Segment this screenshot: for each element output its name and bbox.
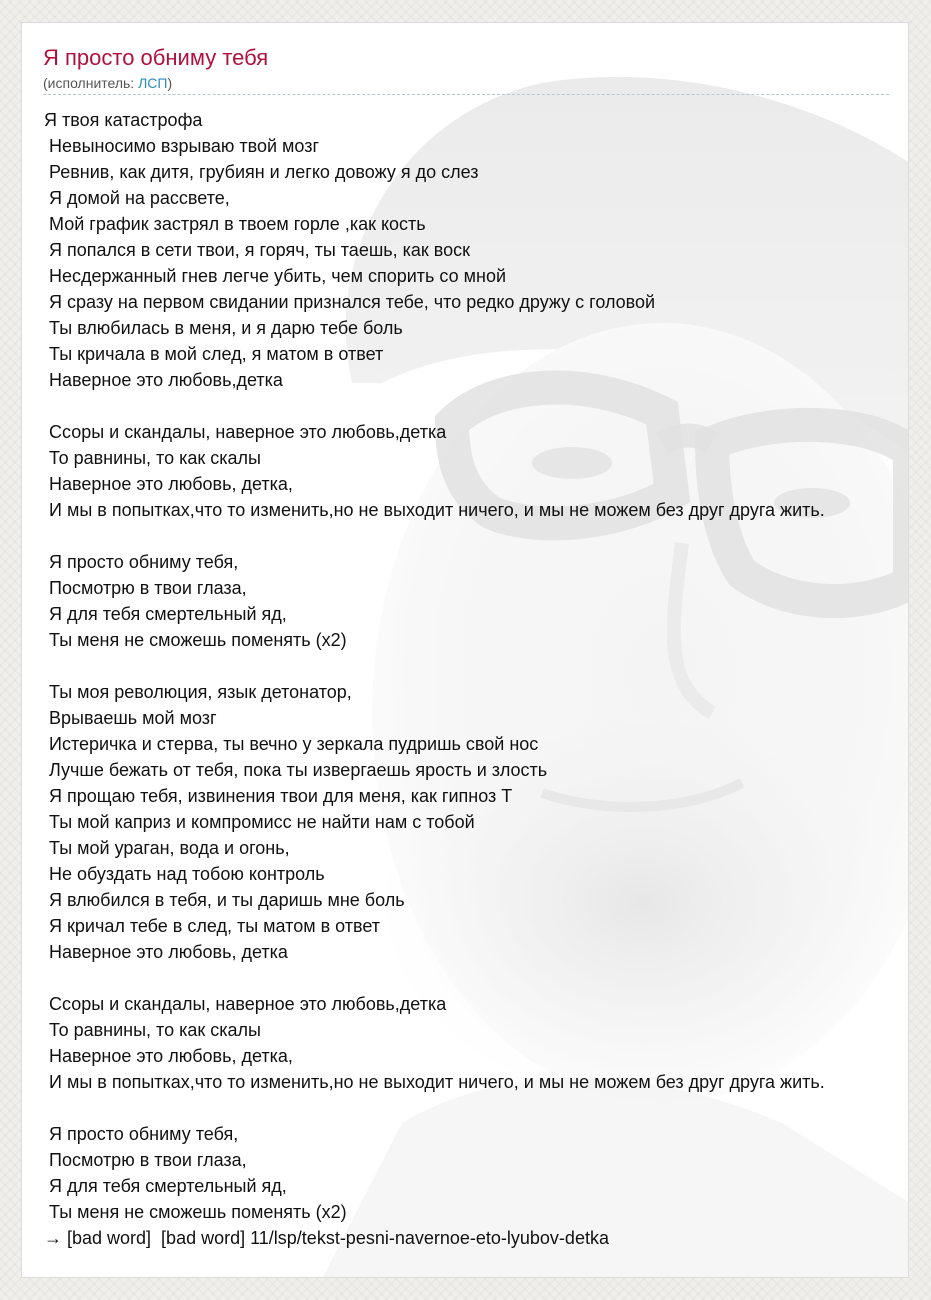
song-title: Я просто обниму тебя [43, 45, 269, 70]
artist-line [43, 74, 172, 92]
lyric-line: И мы в попытках,что то изменить,но не выходит ничего, и мы не можем без друг друга жить. [44, 500, 825, 520]
lyric-line: Несдержанный гнев легче убить, чем спорить со мной [44, 266, 507, 286]
lyric-line: И мы в попытках,что то изменить,но не выходит ничего, и мы не можем без друг друга жить. [44, 1072, 825, 1092]
lyric-line: Я домой на рассвете, [44, 188, 230, 208]
lyric-line: Ты кричала в мой след, я матом в ответ [44, 344, 384, 364]
artist-link[interactable]: ЛСП [138, 75, 168, 91]
lyric-line: Наверное это любовь, детка, [44, 474, 293, 494]
lyric-line: Посмотрю в твои глаза, [44, 578, 247, 598]
artist-suffix: ) [167, 75, 173, 91]
lyric-line: Я влюбился в тебя, и ты даришь мне боль [44, 890, 405, 910]
lyric-line: Ссоры и скандалы, наверное это любовь,детка [44, 994, 447, 1014]
lyric-line: Я для тебя смертельный яд, [44, 604, 287, 624]
lyric-line: Ты меня не сможешь поменять (x2) [44, 630, 347, 650]
lyric-line: Я просто обниму тебя, [44, 1124, 239, 1144]
lyric-line: Ты влюбилась в меня, и я дарю тебе боль [44, 318, 403, 338]
source-link-line[interactable]: → [bad word] [bad word] 11/lsp/tekst-pesni-navernoe-eto-lyubov-detka [44, 1228, 609, 1248]
lyric-line: Истеричка и стерва, ты вечно у зеркала пудришь свой нос [44, 734, 539, 754]
lyric-blank-line [44, 965, 909, 991]
lyric-line: Посмотрю в твои глаза, [44, 1150, 247, 1170]
lyric-blank-line [44, 523, 909, 549]
lyric-line: Невыносимо взрываю твой мозг [44, 136, 320, 156]
lyric-line: То равнины, то как скалы [44, 448, 261, 468]
lyric-line: Наверное это любовь, детка [44, 942, 288, 962]
lyric-line: Врываешь мой мозг [44, 708, 217, 728]
lyric-line: Я кричал тебе в след, ты матом в ответ [44, 916, 381, 936]
lyric-line: Ты мой каприз и компромисс не найти нам с тобой [44, 812, 475, 832]
lyric-line: Ты моя революция, язык детонатор, [44, 682, 352, 702]
lyric-line: Я попался в сети твои, я горяч, ты таешь, как воск [44, 240, 471, 260]
lyric-line: Я прощаю тебя, извинения твои для меня, как гипноз Т [44, 786, 513, 806]
lyric-line: Наверное это любовь, детка, [44, 1046, 293, 1066]
lyric-line: Ты мой ураган, вода и огонь, [44, 838, 290, 858]
lyrics-text [44, 107, 909, 1251]
lyric-line: То равнины, то как скалы [44, 1020, 261, 1040]
lyrics-card [21, 22, 909, 1278]
lyric-line: Я сразу на первом свидании признался тебе, что редко дружу с головой [44, 292, 656, 312]
lyric-line: Не обуздать над тобою контроль [44, 864, 325, 884]
lyric-line: Ты меня не сможешь поменять (x2) [44, 1202, 347, 1222]
lyric-blank-line [44, 393, 909, 419]
lyric-line: Лучше бежать от тебя, пока ты извергаешь ярость и злость [44, 760, 548, 780]
lyric-blank-line [44, 653, 909, 679]
lyric-line: Я просто обниму тебя, [44, 552, 239, 572]
lyric-line: Мой график застрял в твоем горле ,как кость [44, 214, 426, 234]
lyric-line: Наверное это любовь,детка [44, 370, 283, 390]
title-divider [43, 94, 889, 95]
lyric-blank-line [44, 1095, 909, 1121]
artist-prefix: (исполнитель: [43, 75, 139, 91]
lyric-line: Ревнив, как дитя, грубиян и легко довожу я до слез [44, 162, 479, 182]
lyric-line: Я для тебя смертельный яд, [44, 1176, 287, 1196]
lyric-line: Ссоры и скандалы, наверное это любовь,детка [44, 422, 447, 442]
lyric-line: Я твоя катастрофа [44, 110, 203, 130]
